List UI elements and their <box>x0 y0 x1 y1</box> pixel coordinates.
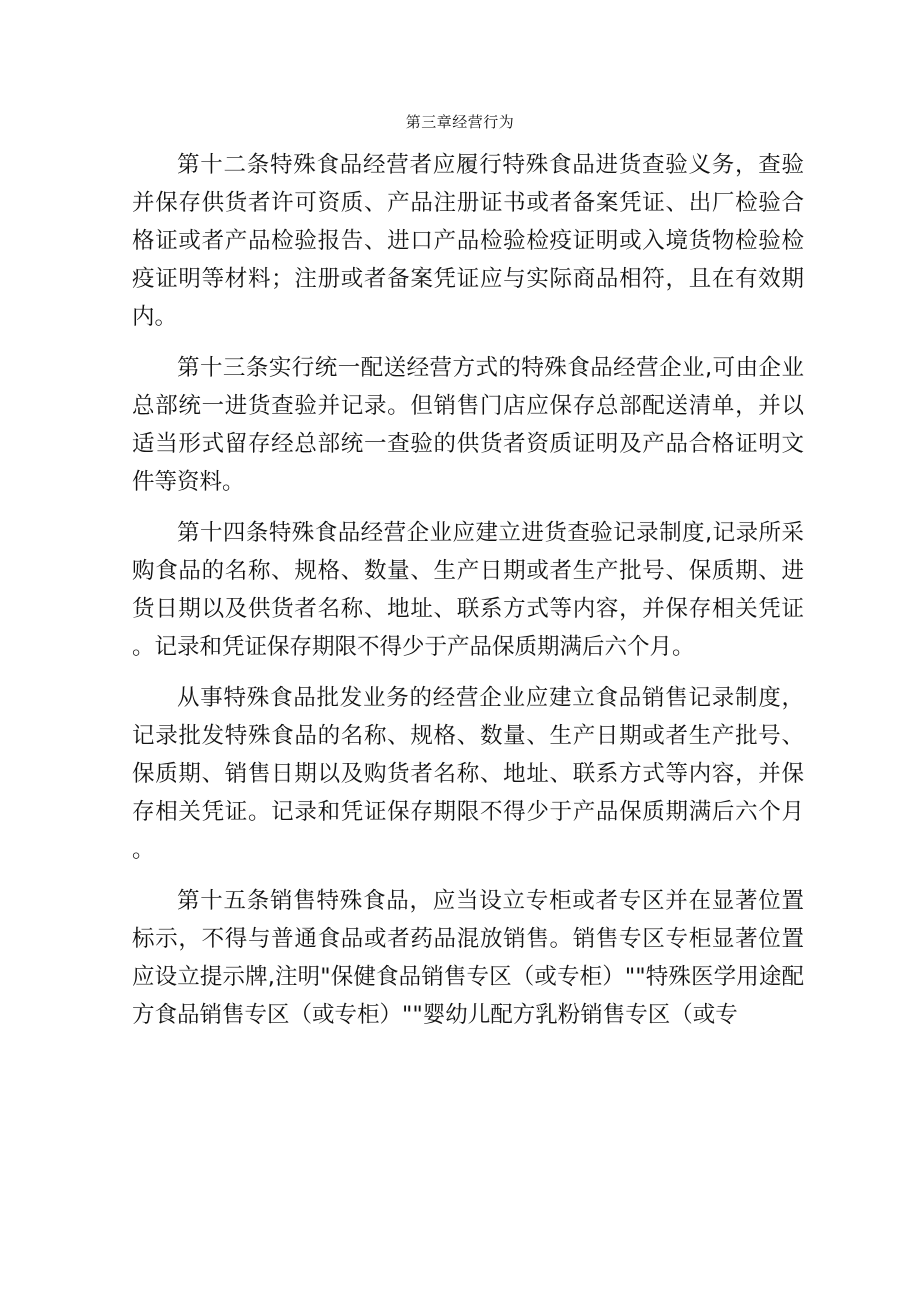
paragraph-article-14: 第十四条特殊食品经营企业应建立进货查验记录制度,记录所采购食品的名称、规格、数量、生产日期或者生产批号、保质期、进货日期以及供货者名称、地址、联系方式等内容，并保存相关凭证。记录和凭证保存期限不得少于产品保质期满后六个月。 <box>132 520 804 660</box>
document-body <box>132 146 804 1047</box>
paragraph-wholesale-records: 从事特殊食品批发业务的经营企业应建立食品销售记录制度，记录批发特殊食品的名称、规格、数量、生产日期或者生产批号、保质期、销售日期以及购货者名称、地址、联系方式等内容，并保存相关凭证。记录和凭证保存期限不得少于产品保质期满后六个月。 <box>132 685 804 863</box>
paragraph-article-15: 第十五条销售特殊食品，应当设立专柜或者专区并在显著位置标示，不得与普通食品或者药品混放销售。销售专区专柜显著位置应设立提示牌,注明"保健食品销售专区（或专柜）""特殊医学用途配方食品销售专区（或专柜）""婴幼儿配方乳粉销售专区（或专 <box>132 888 804 1028</box>
paragraph-article-13: 第十三条实行统一配送经营方式的特殊食品经营企业,可由企业总部统一进货查验并记录。但销售门店应保存总部配送清单，并以适当形式留存经总部统一查验的供货者资质证明及产品合格证明文件等资料。 <box>132 355 804 495</box>
paragraph-article-12: 第十二条特殊食品经营者应履行特殊食品进货查验义务，查验并保存供货者许可资质、产品注册证书或者备案凭证、出厂检验合格证或者产品检验报告、进口产品检验检疫证明或入境货物检验检疫证明等材料；注册或者备案凭证应与实际商品相符，且在有效期内。 <box>132 152 804 330</box>
chapter-title: 第三章经营行为 <box>405 113 515 131</box>
